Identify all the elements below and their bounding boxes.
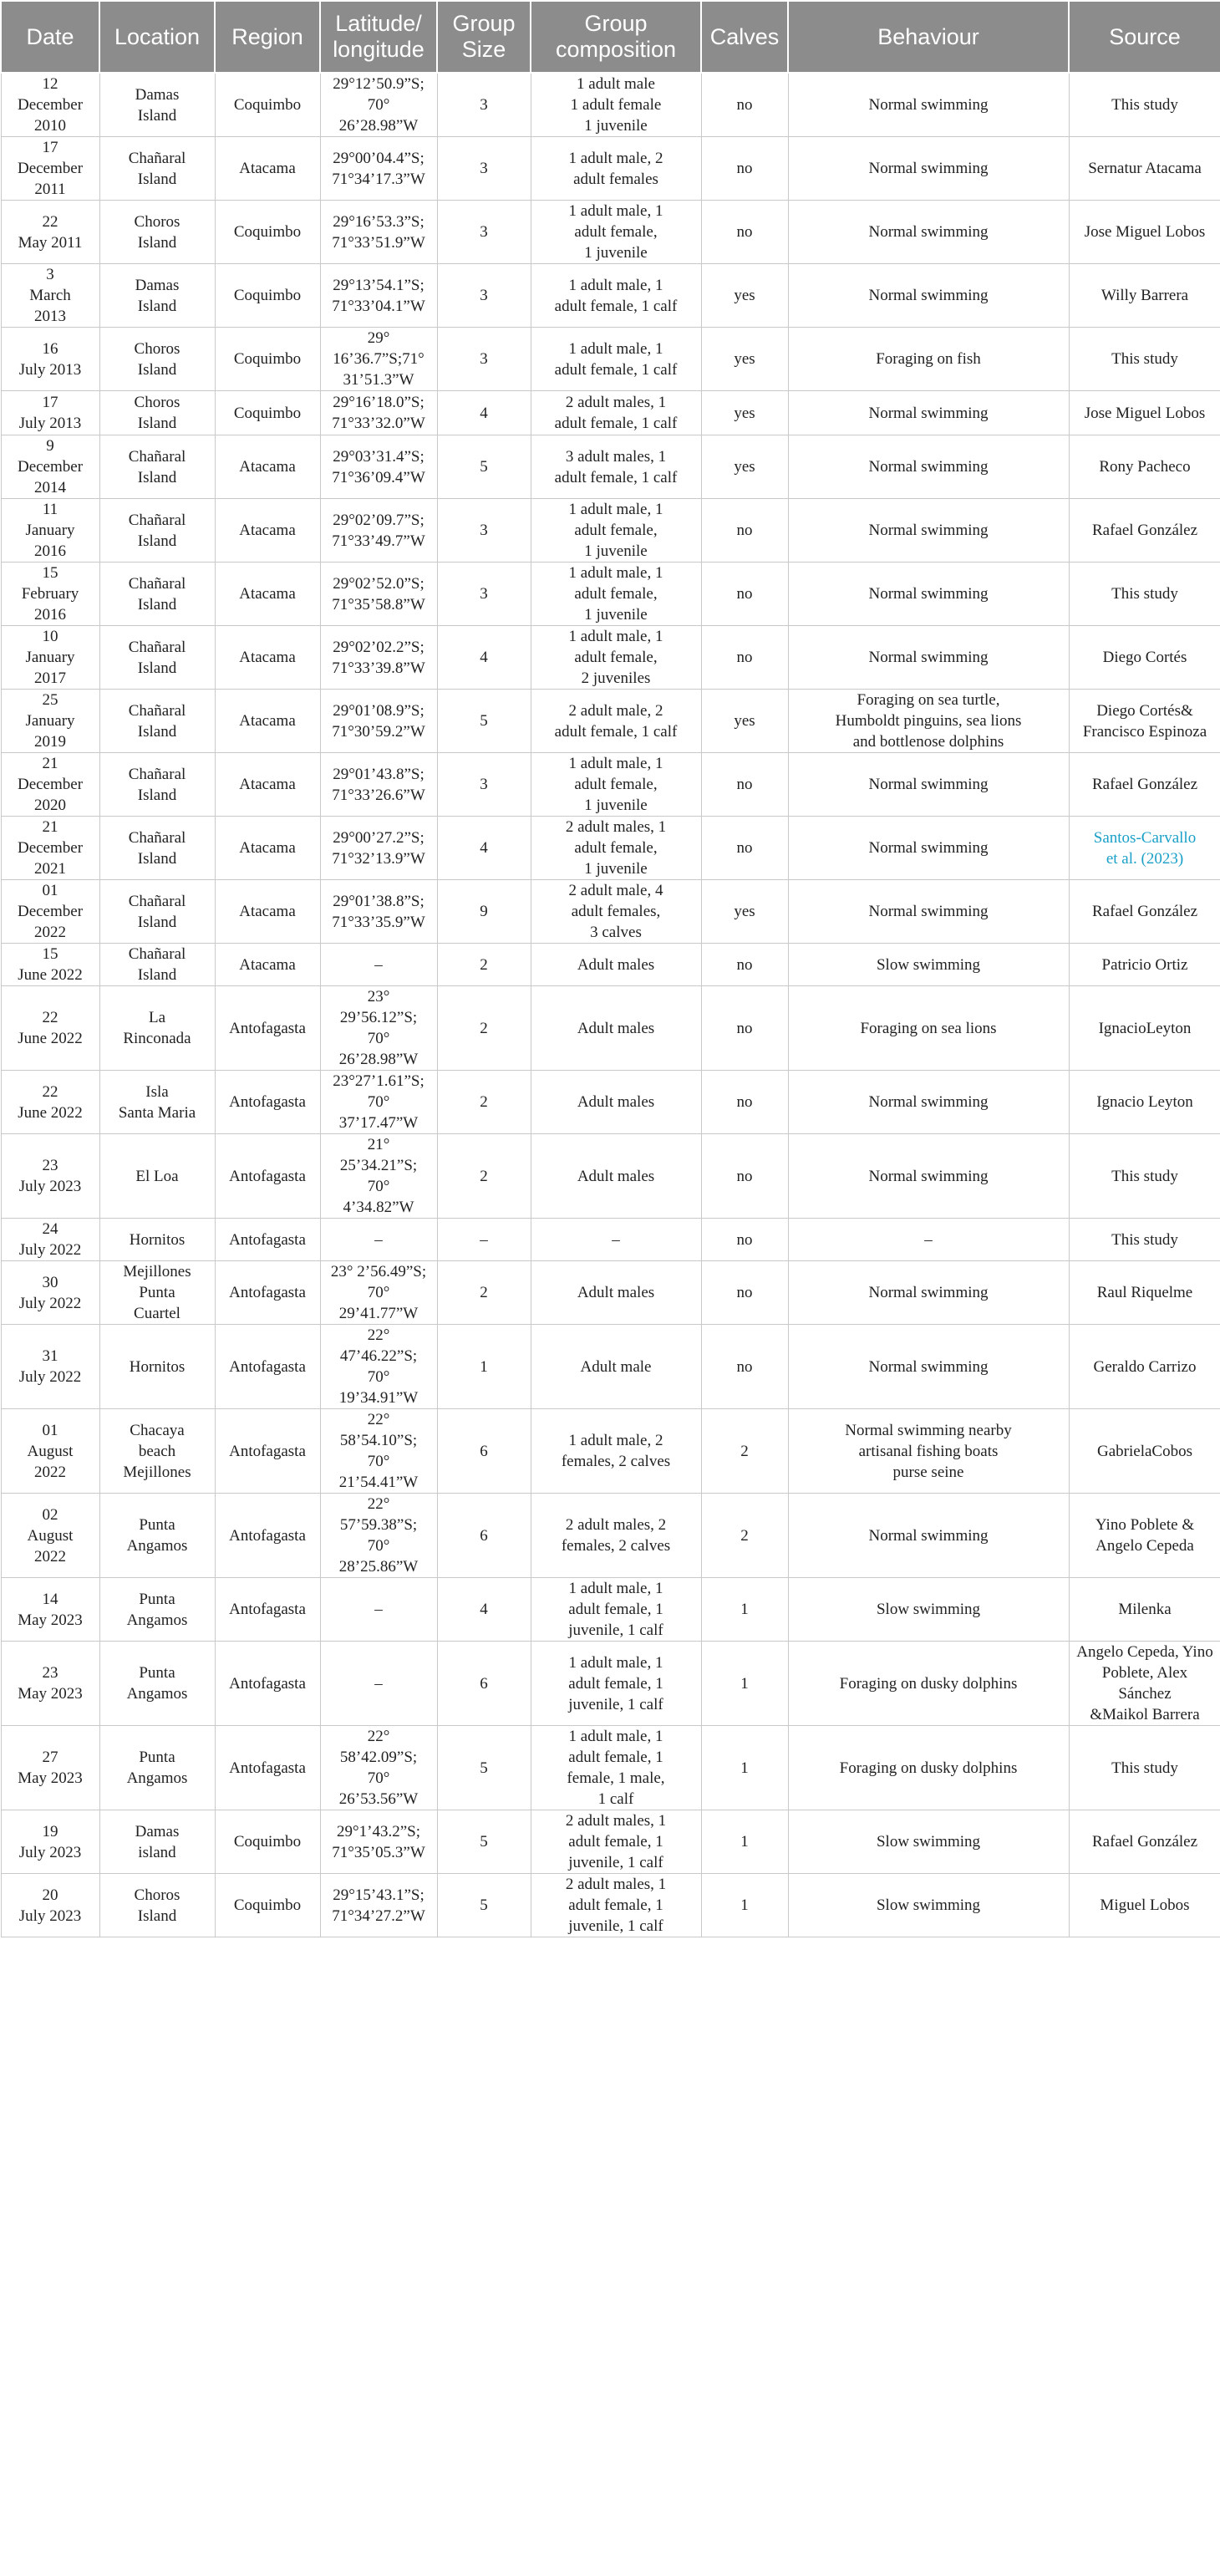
cell-date: 3 March 2013	[1, 264, 99, 328]
cell-behaviour: Normal swimming	[788, 201, 1069, 264]
header-row	[1, 1, 1220, 73]
cell-behaviour: Foraging on sea lions	[788, 986, 1069, 1071]
cell-coords: 22° 58’42.09”S; 70° 26’53.56”W	[320, 1726, 437, 1810]
cell-calves: no	[701, 1219, 788, 1261]
cell-source: This study	[1069, 73, 1220, 137]
cell-coords: 29° 16’36.7”S;71° 31’51.3”W	[320, 328, 437, 391]
cell-coords: 29°16’53.3”S; 71°33’51.9”W	[320, 201, 437, 264]
cell-region: Atacama	[215, 690, 320, 753]
cell-behaviour: Normal swimming	[788, 626, 1069, 690]
cell-behaviour: Normal swimming	[788, 137, 1069, 201]
cell-date: 01 August 2022	[1, 1409, 99, 1494]
cell-composition: 1 adult male, 1 adult female, 1 female, 1 male, 1 calf	[531, 1726, 701, 1810]
cell-size: 9	[437, 880, 531, 944]
cell-behaviour: Normal swimming nearby artisanal fishing boats purse seine	[788, 1409, 1069, 1494]
cell-date: 17 December 2011	[1, 137, 99, 201]
cell-date: 24 July 2022	[1, 1219, 99, 1261]
cell-date: 12 December 2010	[1, 73, 99, 137]
cell-region: Atacama	[215, 137, 320, 201]
table-row	[1, 1642, 1220, 1726]
cell-source: IgnacioLeyton	[1069, 986, 1220, 1071]
table-row	[1, 1409, 1220, 1494]
cell-coords: 29°15’43.1”S; 71°34’27.2”W	[320, 1874, 437, 1937]
cell-composition: Adult males	[531, 1134, 701, 1219]
cell-source: Diego Cortés& Francisco Espinoza	[1069, 690, 1220, 753]
cell-behaviour: –	[788, 1219, 1069, 1261]
cell-size: 6	[437, 1642, 531, 1726]
cell-coords: 29°00’04.4”S; 71°34’17.3”W	[320, 137, 437, 201]
cell-size: 2	[437, 986, 531, 1071]
cell-size: 4	[437, 626, 531, 690]
cell-calves: no	[701, 753, 788, 817]
cell-source: Rafael González	[1069, 880, 1220, 944]
cell-calves: yes	[701, 690, 788, 753]
cell-calves: 2	[701, 1409, 788, 1494]
table-row	[1, 435, 1220, 499]
cell-location: Damas Island	[99, 73, 215, 137]
cell-coords: 23° 29’56.12”S; 70° 26’28.98”W	[320, 986, 437, 1071]
table-row	[1, 328, 1220, 391]
cell-region: Atacama	[215, 880, 320, 944]
table-row	[1, 1261, 1220, 1325]
cell-behaviour: Slow swimming	[788, 1578, 1069, 1642]
table-row	[1, 1874, 1220, 1937]
header-coordinates: Latitude/ longitude	[320, 1, 437, 73]
cell-source: This study	[1069, 1726, 1220, 1810]
cell-date: 27 May 2023	[1, 1726, 99, 1810]
cell-location: Chañaral Island	[99, 563, 215, 626]
cell-location: Mejillones Punta Cuartel	[99, 1261, 215, 1325]
cell-region: Antofagasta	[215, 1134, 320, 1219]
cell-composition: 1 adult male, 1 adult female, 1 juvenile, 1 calf	[531, 1642, 701, 1726]
table-row	[1, 880, 1220, 944]
cell-size: 6	[437, 1494, 531, 1578]
table-row	[1, 137, 1220, 201]
cell-calves: no	[701, 499, 788, 563]
cell-calves: no	[701, 626, 788, 690]
cell-composition: –	[531, 1219, 701, 1261]
cell-behaviour: Normal swimming	[788, 880, 1069, 944]
cell-coords: 29°01’43.8”S; 71°33’26.6”W	[320, 753, 437, 817]
cell-date: 21 December 2021	[1, 817, 99, 880]
cell-behaviour: Foraging on dusky dolphins	[788, 1726, 1069, 1810]
cell-location: Choros Island	[99, 201, 215, 264]
cell-composition: Adult males	[531, 944, 701, 986]
cell-date: 01 December 2022	[1, 880, 99, 944]
cell-location: Chañaral Island	[99, 435, 215, 499]
cell-size: 5	[437, 1726, 531, 1810]
cell-region: Coquimbo	[215, 1874, 320, 1937]
table-body	[1, 73, 1220, 1937]
cell-source: This study	[1069, 1134, 1220, 1219]
cell-size: 3	[437, 73, 531, 137]
cell-location: Punta Angamos	[99, 1578, 215, 1642]
table-row	[1, 753, 1220, 817]
cell-location: Chañaral Island	[99, 753, 215, 817]
cell-region: Atacama	[215, 499, 320, 563]
cell-calves: no	[701, 73, 788, 137]
cell-source: GabrielaCobos	[1069, 1409, 1220, 1494]
cell-region: Antofagasta	[215, 1409, 320, 1494]
cell-calves: yes	[701, 264, 788, 328]
cell-location: El Loa	[99, 1134, 215, 1219]
cell-size: 3	[437, 328, 531, 391]
cell-size: 3	[437, 201, 531, 264]
cell-location: Chañaral Island	[99, 499, 215, 563]
cell-location: Chacaya beach Mejillones	[99, 1409, 215, 1494]
cell-source: This study	[1069, 328, 1220, 391]
table-row	[1, 986, 1220, 1071]
cell-source: Rafael González	[1069, 499, 1220, 563]
cell-date: 9 December 2014	[1, 435, 99, 499]
cell-behaviour: Foraging on fish	[788, 328, 1069, 391]
cell-size: 2	[437, 944, 531, 986]
cell-region: Atacama	[215, 435, 320, 499]
cell-coords: 29°16’18.0”S; 71°33’32.0”W	[320, 391, 437, 435]
cell-coords: –	[320, 1578, 437, 1642]
cell-calves: no	[701, 1071, 788, 1134]
header-calves: Calves	[701, 1, 788, 73]
cell-source: Diego Cortés	[1069, 626, 1220, 690]
cell-calves: 1	[701, 1726, 788, 1810]
cell-behaviour: Slow swimming	[788, 1874, 1069, 1937]
cell-composition: 1 adult male, 2 adult females	[531, 137, 701, 201]
cell-calves: yes	[701, 435, 788, 499]
cell-behaviour: Normal swimming	[788, 391, 1069, 435]
cell-source: Rafael González	[1069, 753, 1220, 817]
cell-calves: yes	[701, 880, 788, 944]
cell-calves: yes	[701, 391, 788, 435]
table-row	[1, 499, 1220, 563]
header-date: Date	[1, 1, 99, 73]
cell-location: Punta Angamos	[99, 1642, 215, 1726]
cell-date: 23 July 2023	[1, 1134, 99, 1219]
cell-region: Antofagasta	[215, 1261, 320, 1325]
cell-behaviour: Normal swimming	[788, 1134, 1069, 1219]
cell-coords: 22° 47’46.22”S; 70° 19’34.91”W	[320, 1325, 437, 1409]
cell-location: Hornitos	[99, 1219, 215, 1261]
cell-composition: 3 adult males, 1 adult female, 1 calf	[531, 435, 701, 499]
cell-date: 02 August 2022	[1, 1494, 99, 1578]
cell-size: 5	[437, 435, 531, 499]
cell-behaviour: Foraging on dusky dolphins	[788, 1642, 1069, 1726]
cell-composition: 1 adult male, 1 adult female, 1 juvenile	[531, 563, 701, 626]
table-row	[1, 944, 1220, 986]
cell-size: 3	[437, 499, 531, 563]
cell-coords: 29°02’52.0”S; 71°35’58.8”W	[320, 563, 437, 626]
header-location: Location	[99, 1, 215, 73]
cell-calves: 1	[701, 1578, 788, 1642]
cell-date: 21 December 2020	[1, 753, 99, 817]
table-row	[1, 264, 1220, 328]
cell-date: 10 January 2017	[1, 626, 99, 690]
cell-coords: 29°00’27.2”S; 71°32’13.9”W	[320, 817, 437, 880]
table-row	[1, 391, 1220, 435]
cell-location: Chañaral Island	[99, 626, 215, 690]
cell-behaviour: Normal swimming	[788, 817, 1069, 880]
cell-size: 5	[437, 690, 531, 753]
table-row	[1, 1810, 1220, 1874]
cell-behaviour: Slow swimming	[788, 944, 1069, 986]
cell-composition: 1 adult male, 1 adult female, 1 juvenile	[531, 499, 701, 563]
header-group-composition: Group composition	[531, 1, 701, 73]
cell-coords: 29°12’50.9”S; 70° 26’28.98”W	[320, 73, 437, 137]
cell-composition: 1 adult male, 1 adult female, 1 juvenile	[531, 201, 701, 264]
cell-region: Coquimbo	[215, 73, 320, 137]
cell-composition: 2 adult male, 4 adult females, 3 calves	[531, 880, 701, 944]
cell-date: 20 July 2023	[1, 1874, 99, 1937]
header-behaviour: Behaviour	[788, 1, 1069, 73]
cell-behaviour: Normal swimming	[788, 1494, 1069, 1578]
cell-region: Atacama	[215, 817, 320, 880]
cell-calves: no	[701, 817, 788, 880]
cell-region: Atacama	[215, 753, 320, 817]
cell-composition: 1 adult male, 1 adult female, 1 juvenile, 1 calf	[531, 1578, 701, 1642]
cell-behaviour: Foraging on sea turtle, Humboldt pinguins, sea lions and bottlenose dolphins	[788, 690, 1069, 753]
cell-size: 5	[437, 1874, 531, 1937]
cell-location: Chañaral Island	[99, 690, 215, 753]
cell-coords: –	[320, 944, 437, 986]
cell-size: 5	[437, 1810, 531, 1874]
cell-region: Coquimbo	[215, 201, 320, 264]
cell-region: Antofagasta	[215, 1494, 320, 1578]
cell-region: Antofagasta	[215, 986, 320, 1071]
cell-composition: 1 adult male 1 adult female 1 juvenile	[531, 73, 701, 137]
cell-location: Chañaral Island	[99, 137, 215, 201]
table-row	[1, 1071, 1220, 1134]
table-row	[1, 1219, 1220, 1261]
cell-behaviour: Normal swimming	[788, 1261, 1069, 1325]
cell-behaviour: Normal swimming	[788, 753, 1069, 817]
cell-coords: 21° 25’34.21”S; 70° 4’34.82”W	[320, 1134, 437, 1219]
cell-coords: 22° 57’59.38”S; 70° 28’25.86”W	[320, 1494, 437, 1578]
cell-date: 22 June 2022	[1, 1071, 99, 1134]
header-group-size: Group Size	[437, 1, 531, 73]
cell-size: 2	[437, 1134, 531, 1219]
cell-composition: 1 adult male, 2 females, 2 calves	[531, 1409, 701, 1494]
cell-size: 3	[437, 563, 531, 626]
header-source: Source	[1069, 1, 1220, 73]
cell-coords: 29°13’54.1”S; 71°33’04.1”W	[320, 264, 437, 328]
cell-behaviour: Normal swimming	[788, 264, 1069, 328]
header-region: Region	[215, 1, 320, 73]
cell-composition: 2 adult males, 1 adult female, 1 juvenile, 1 calf	[531, 1810, 701, 1874]
cell-location: Isla Santa Maria	[99, 1071, 215, 1134]
cell-calves: yes	[701, 328, 788, 391]
cell-calves: no	[701, 1261, 788, 1325]
cell-date: 25 January 2019	[1, 690, 99, 753]
cell-location: La Rinconada	[99, 986, 215, 1071]
cell-calves: no	[701, 986, 788, 1071]
cell-size: 4	[437, 391, 531, 435]
cell-behaviour: Normal swimming	[788, 1325, 1069, 1409]
cell-date: 22 May 2011	[1, 201, 99, 264]
cell-composition: 2 adult males, 1 adult female, 1 calf	[531, 391, 701, 435]
cell-composition: 2 adult males, 2 females, 2 calves	[531, 1494, 701, 1578]
cell-date: 14 May 2023	[1, 1578, 99, 1642]
cell-date: 30 July 2022	[1, 1261, 99, 1325]
cell-calves: 1	[701, 1642, 788, 1726]
cell-source: Ignacio Leyton	[1069, 1071, 1220, 1134]
cell-source: This study	[1069, 1219, 1220, 1261]
cell-source: Milenka	[1069, 1578, 1220, 1642]
cell-region: Coquimbo	[215, 264, 320, 328]
cell-composition: 1 adult male, 1 adult female, 2 juveniles	[531, 626, 701, 690]
cell-location: Chañaral Island	[99, 880, 215, 944]
cell-region: Coquimbo	[215, 328, 320, 391]
cell-source: Willy Barrera	[1069, 264, 1220, 328]
cell-coords: 29°02’09.7”S; 71°33’49.7”W	[320, 499, 437, 563]
cell-calves: no	[701, 1325, 788, 1409]
cell-location: Damas Island	[99, 264, 215, 328]
cell-coords: 23°27’1.61”S; 70° 37’17.47”W	[320, 1071, 437, 1134]
cell-size: –	[437, 1219, 531, 1261]
cell-region: Antofagasta	[215, 1578, 320, 1642]
cell-composition: Adult males	[531, 1071, 701, 1134]
cell-behaviour: Slow swimming	[788, 1810, 1069, 1874]
cell-date: 22 June 2022	[1, 986, 99, 1071]
cell-source: Patricio Ortiz	[1069, 944, 1220, 986]
cell-composition: Adult males	[531, 1261, 701, 1325]
cell-coords: 29°1’43.2”S; 71°35’05.3”W	[320, 1810, 437, 1874]
cell-date: 31 July 2022	[1, 1325, 99, 1409]
table-row	[1, 1134, 1220, 1219]
cell-region: Antofagasta	[215, 1642, 320, 1726]
cell-source: Angelo Cepeda, Yino Poblete, Alex Sánchez &Maikol Barrera	[1069, 1642, 1220, 1726]
cell-coords: 23° 2’56.49”S; 70° 29’41.77”W	[320, 1261, 437, 1325]
cell-size: 3	[437, 137, 531, 201]
cell-behaviour: Normal swimming	[788, 499, 1069, 563]
cell-region: Coquimbo	[215, 1810, 320, 1874]
table-row	[1, 1494, 1220, 1578]
cell-composition: Adult male	[531, 1325, 701, 1409]
cell-location: Choros Island	[99, 1874, 215, 1937]
cell-source: Rony Pacheco	[1069, 435, 1220, 499]
cell-composition: Adult males	[531, 986, 701, 1071]
source-link[interactable]: Santos-Carvallo et al. (2023)	[1069, 817, 1220, 880]
cell-location: Punta Angamos	[99, 1726, 215, 1810]
cell-coords: 29°01’08.9”S; 71°30’59.2”W	[320, 690, 437, 753]
cell-size: 2	[437, 1071, 531, 1134]
cell-size: 6	[437, 1409, 531, 1494]
cell-region: Antofagasta	[215, 1219, 320, 1261]
cell-composition: 1 adult male, 1 adult female, 1 calf	[531, 264, 701, 328]
cell-region: Antofagasta	[215, 1726, 320, 1810]
cell-region: Atacama	[215, 626, 320, 690]
cell-composition: 2 adult males, 1 adult female, 1 juvenile	[531, 817, 701, 880]
cell-behaviour: Normal swimming	[788, 1071, 1069, 1134]
cell-date: 16 July 2013	[1, 328, 99, 391]
table-row	[1, 690, 1220, 753]
cell-region: Antofagasta	[215, 1071, 320, 1134]
cell-coords: 29°02’02.2”S; 71°33’39.8”W	[320, 626, 437, 690]
cell-location: Chañaral Island	[99, 817, 215, 880]
cell-location: Chañaral Island	[99, 944, 215, 986]
cell-date: 17 July 2013	[1, 391, 99, 435]
cell-behaviour: Normal swimming	[788, 563, 1069, 626]
cell-source: Sernatur Atacama	[1069, 137, 1220, 201]
cell-calves: no	[701, 1134, 788, 1219]
table-row	[1, 1726, 1220, 1810]
table-row	[1, 1325, 1220, 1409]
cell-size: 4	[437, 817, 531, 880]
cell-calves: 2	[701, 1494, 788, 1578]
cell-composition: 1 adult male, 1 adult female, 1 juvenile	[531, 753, 701, 817]
cell-calves: no	[701, 137, 788, 201]
cell-region: Coquimbo	[215, 391, 320, 435]
cell-calves: no	[701, 944, 788, 986]
cell-source: Yino Poblete & Angelo Cepeda	[1069, 1494, 1220, 1578]
cell-coords: –	[320, 1219, 437, 1261]
cell-size: 3	[437, 264, 531, 328]
cell-location: Punta Angamos	[99, 1494, 215, 1578]
cell-calves: 1	[701, 1874, 788, 1937]
cell-source: Geraldo Carrizo	[1069, 1325, 1220, 1409]
cell-composition: 1 adult male, 1 adult female, 1 calf	[531, 328, 701, 391]
cell-location: Hornitos	[99, 1325, 215, 1409]
cell-region: Antofagasta	[215, 1325, 320, 1409]
cell-coords: 29°03’31.4”S; 71°36’09.4”W	[320, 435, 437, 499]
cell-coords: –	[320, 1642, 437, 1726]
cell-size: 3	[437, 753, 531, 817]
cell-composition: 2 adult male, 2 adult female, 1 calf	[531, 690, 701, 753]
table-row	[1, 73, 1220, 137]
cell-date: 19 July 2023	[1, 1810, 99, 1874]
cell-region: Atacama	[215, 944, 320, 986]
cell-source: Rafael González	[1069, 1810, 1220, 1874]
cell-date: 23 May 2023	[1, 1642, 99, 1726]
cell-size: 2	[437, 1261, 531, 1325]
cell-size: 1	[437, 1325, 531, 1409]
cell-location: Choros Island	[99, 391, 215, 435]
cell-composition: 2 adult males, 1 adult female, 1 juvenile, 1 calf	[531, 1874, 701, 1937]
cell-behaviour: Normal swimming	[788, 73, 1069, 137]
cell-coords: 29°01’38.8”S; 71°33’35.9”W	[320, 880, 437, 944]
table-row	[1, 1578, 1220, 1642]
cell-calves: no	[701, 201, 788, 264]
cell-source: This study	[1069, 563, 1220, 626]
cell-behaviour: Normal swimming	[788, 435, 1069, 499]
cell-source: Jose Miguel Lobos	[1069, 391, 1220, 435]
table-row	[1, 817, 1220, 880]
cell-location: Damas island	[99, 1810, 215, 1874]
cell-calves: 1	[701, 1810, 788, 1874]
cell-region: Atacama	[215, 563, 320, 626]
cell-source: Jose Miguel Lobos	[1069, 201, 1220, 264]
table-row	[1, 626, 1220, 690]
cell-location: Choros Island	[99, 328, 215, 391]
table-row	[1, 201, 1220, 264]
cell-size: 4	[437, 1578, 531, 1642]
cell-source: Raul Riquelme	[1069, 1261, 1220, 1325]
cell-source: Miguel Lobos	[1069, 1874, 1220, 1937]
cell-date: 15 June 2022	[1, 944, 99, 986]
cell-date: 15 February 2016	[1, 563, 99, 626]
cell-date: 11 January 2016	[1, 499, 99, 563]
table-row	[1, 563, 1220, 626]
cell-coords: 22° 58’54.10”S; 70° 21’54.41”W	[320, 1409, 437, 1494]
cell-calves: no	[701, 563, 788, 626]
